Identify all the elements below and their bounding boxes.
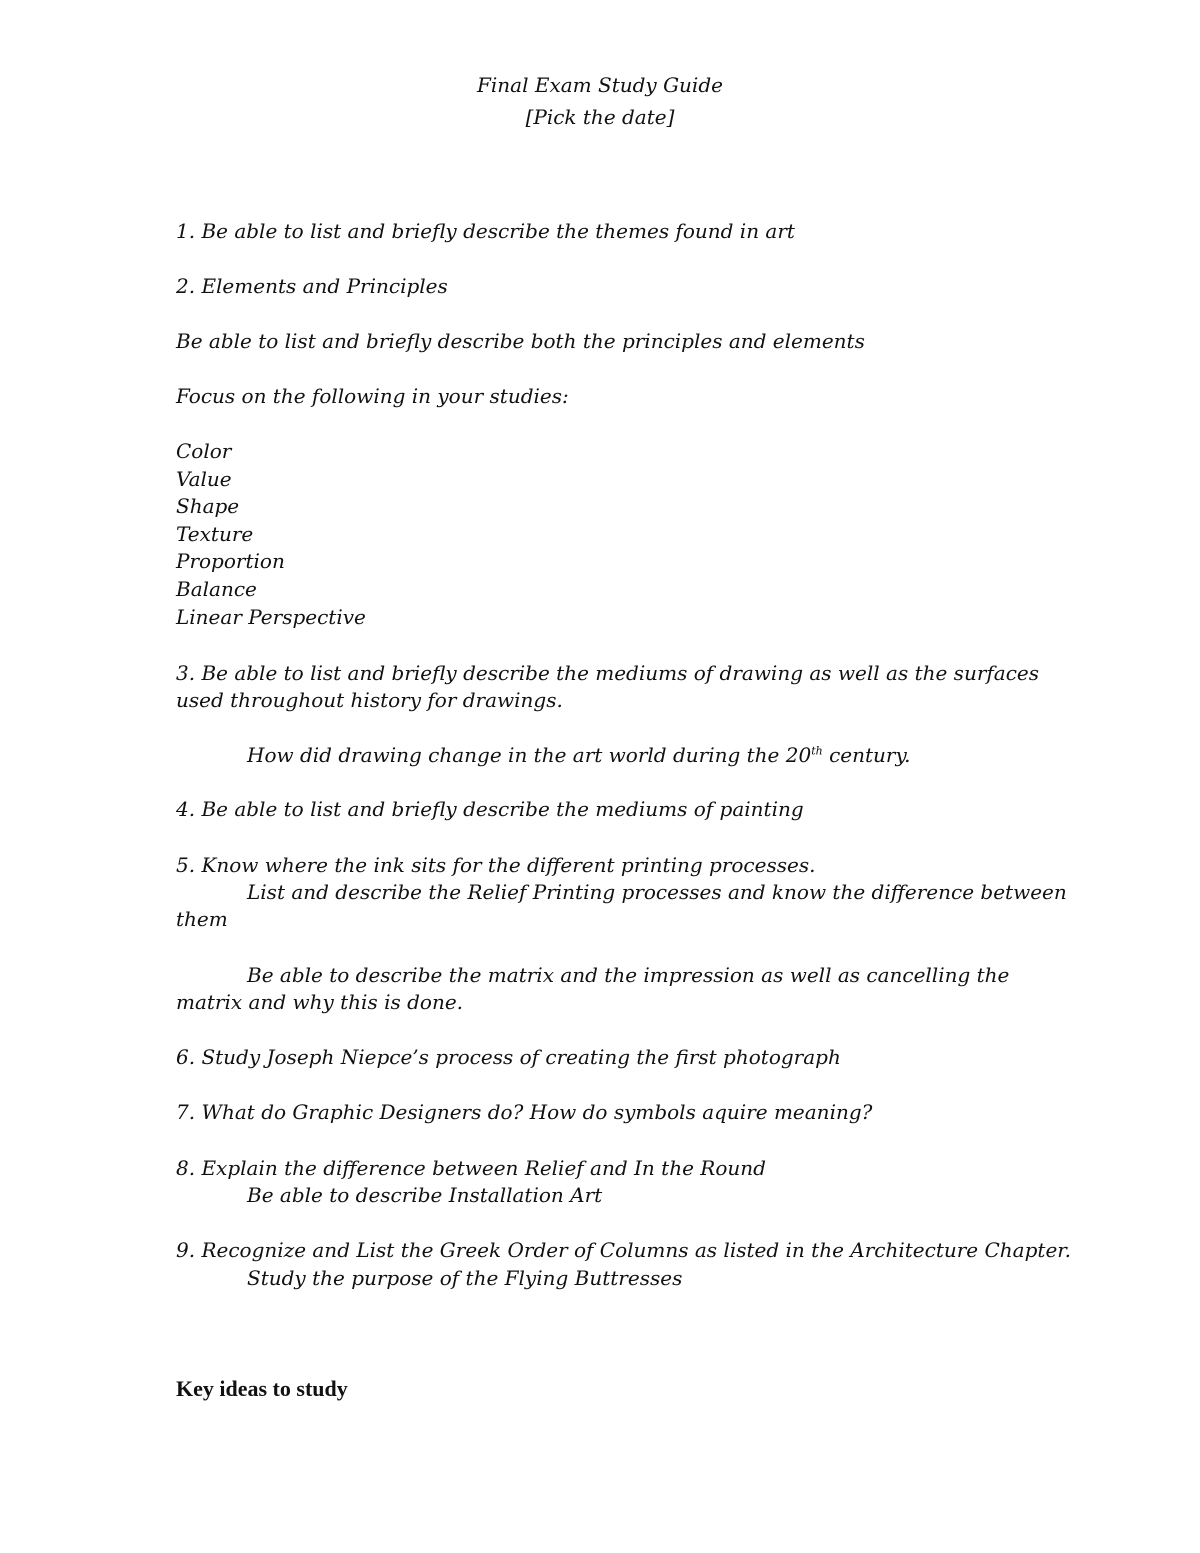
item-9: 9. Recognize and List the Greek Order of Columns as listed in the Architecture Chapter. (176, 1238, 1071, 1262)
item-3-subquestion (247, 742, 910, 770)
item-8-sub: Be able to describe Installation Art (247, 1183, 603, 1207)
item-8: 8. Explain the difference between Relief and In the Round (176, 1156, 766, 1180)
list-item: Shape (176, 494, 240, 518)
key-ideas-heading: Key ideas to study (176, 1376, 348, 1401)
document-date: [Pick the date] (525, 105, 675, 129)
item-7: 7. What do Graphic Designers do? How do symbols aquire meaning? (176, 1100, 873, 1124)
item-3-line-2: used throughout history for drawings. (176, 688, 563, 712)
item-4: 4. Be able to list and briefly describe the mediums of painting (176, 797, 804, 821)
list-item: Linear Perspective (176, 605, 366, 629)
item-2-description: Be able to list and briefly describe both the principles and elements (176, 329, 865, 353)
item-3-subquestion-text: How did drawing change in the art world during the 20 (247, 743, 812, 767)
item-6: 6. Study Joseph Niepce’s process of creating the first photograph (176, 1045, 841, 1069)
item-2-focus: Focus on the following in your studies: (176, 384, 569, 408)
item-5-sub-2-line-2: matrix and why this is done. (176, 990, 464, 1014)
document-title: Final Exam Study Guide (477, 73, 723, 97)
item-5-sub-2-line-1: Be able to describe the matrix and the impression as well as cancelling the (247, 963, 1010, 987)
item-3-line-1: 3. Be able to list and briefly describe the mediums of drawing as well as the surfaces (176, 661, 1040, 685)
item-5: 5. Know where the ink sits for the different printing processes. (176, 853, 816, 877)
list-item: Proportion (176, 549, 285, 573)
item-3-subquestion-end: century. (822, 743, 911, 767)
item-1: 1. Be able to list and briefly describe the themes found in art (176, 219, 795, 243)
item-5-sub-1-line-1: List and describe the Relief Printing processes and know the difference between (247, 880, 1067, 904)
item-9-sub: Study the purpose of the Flying Buttresses (247, 1266, 683, 1290)
item-2: 2. Elements and Principles (176, 274, 448, 298)
list-item: Color (176, 439, 232, 463)
ordinal-suffix: th (811, 744, 823, 758)
list-item: Value (176, 467, 232, 491)
list-item: Balance (176, 577, 257, 601)
item-5-sub-1-line-2: them (176, 907, 228, 931)
list-item: Texture (176, 522, 254, 546)
